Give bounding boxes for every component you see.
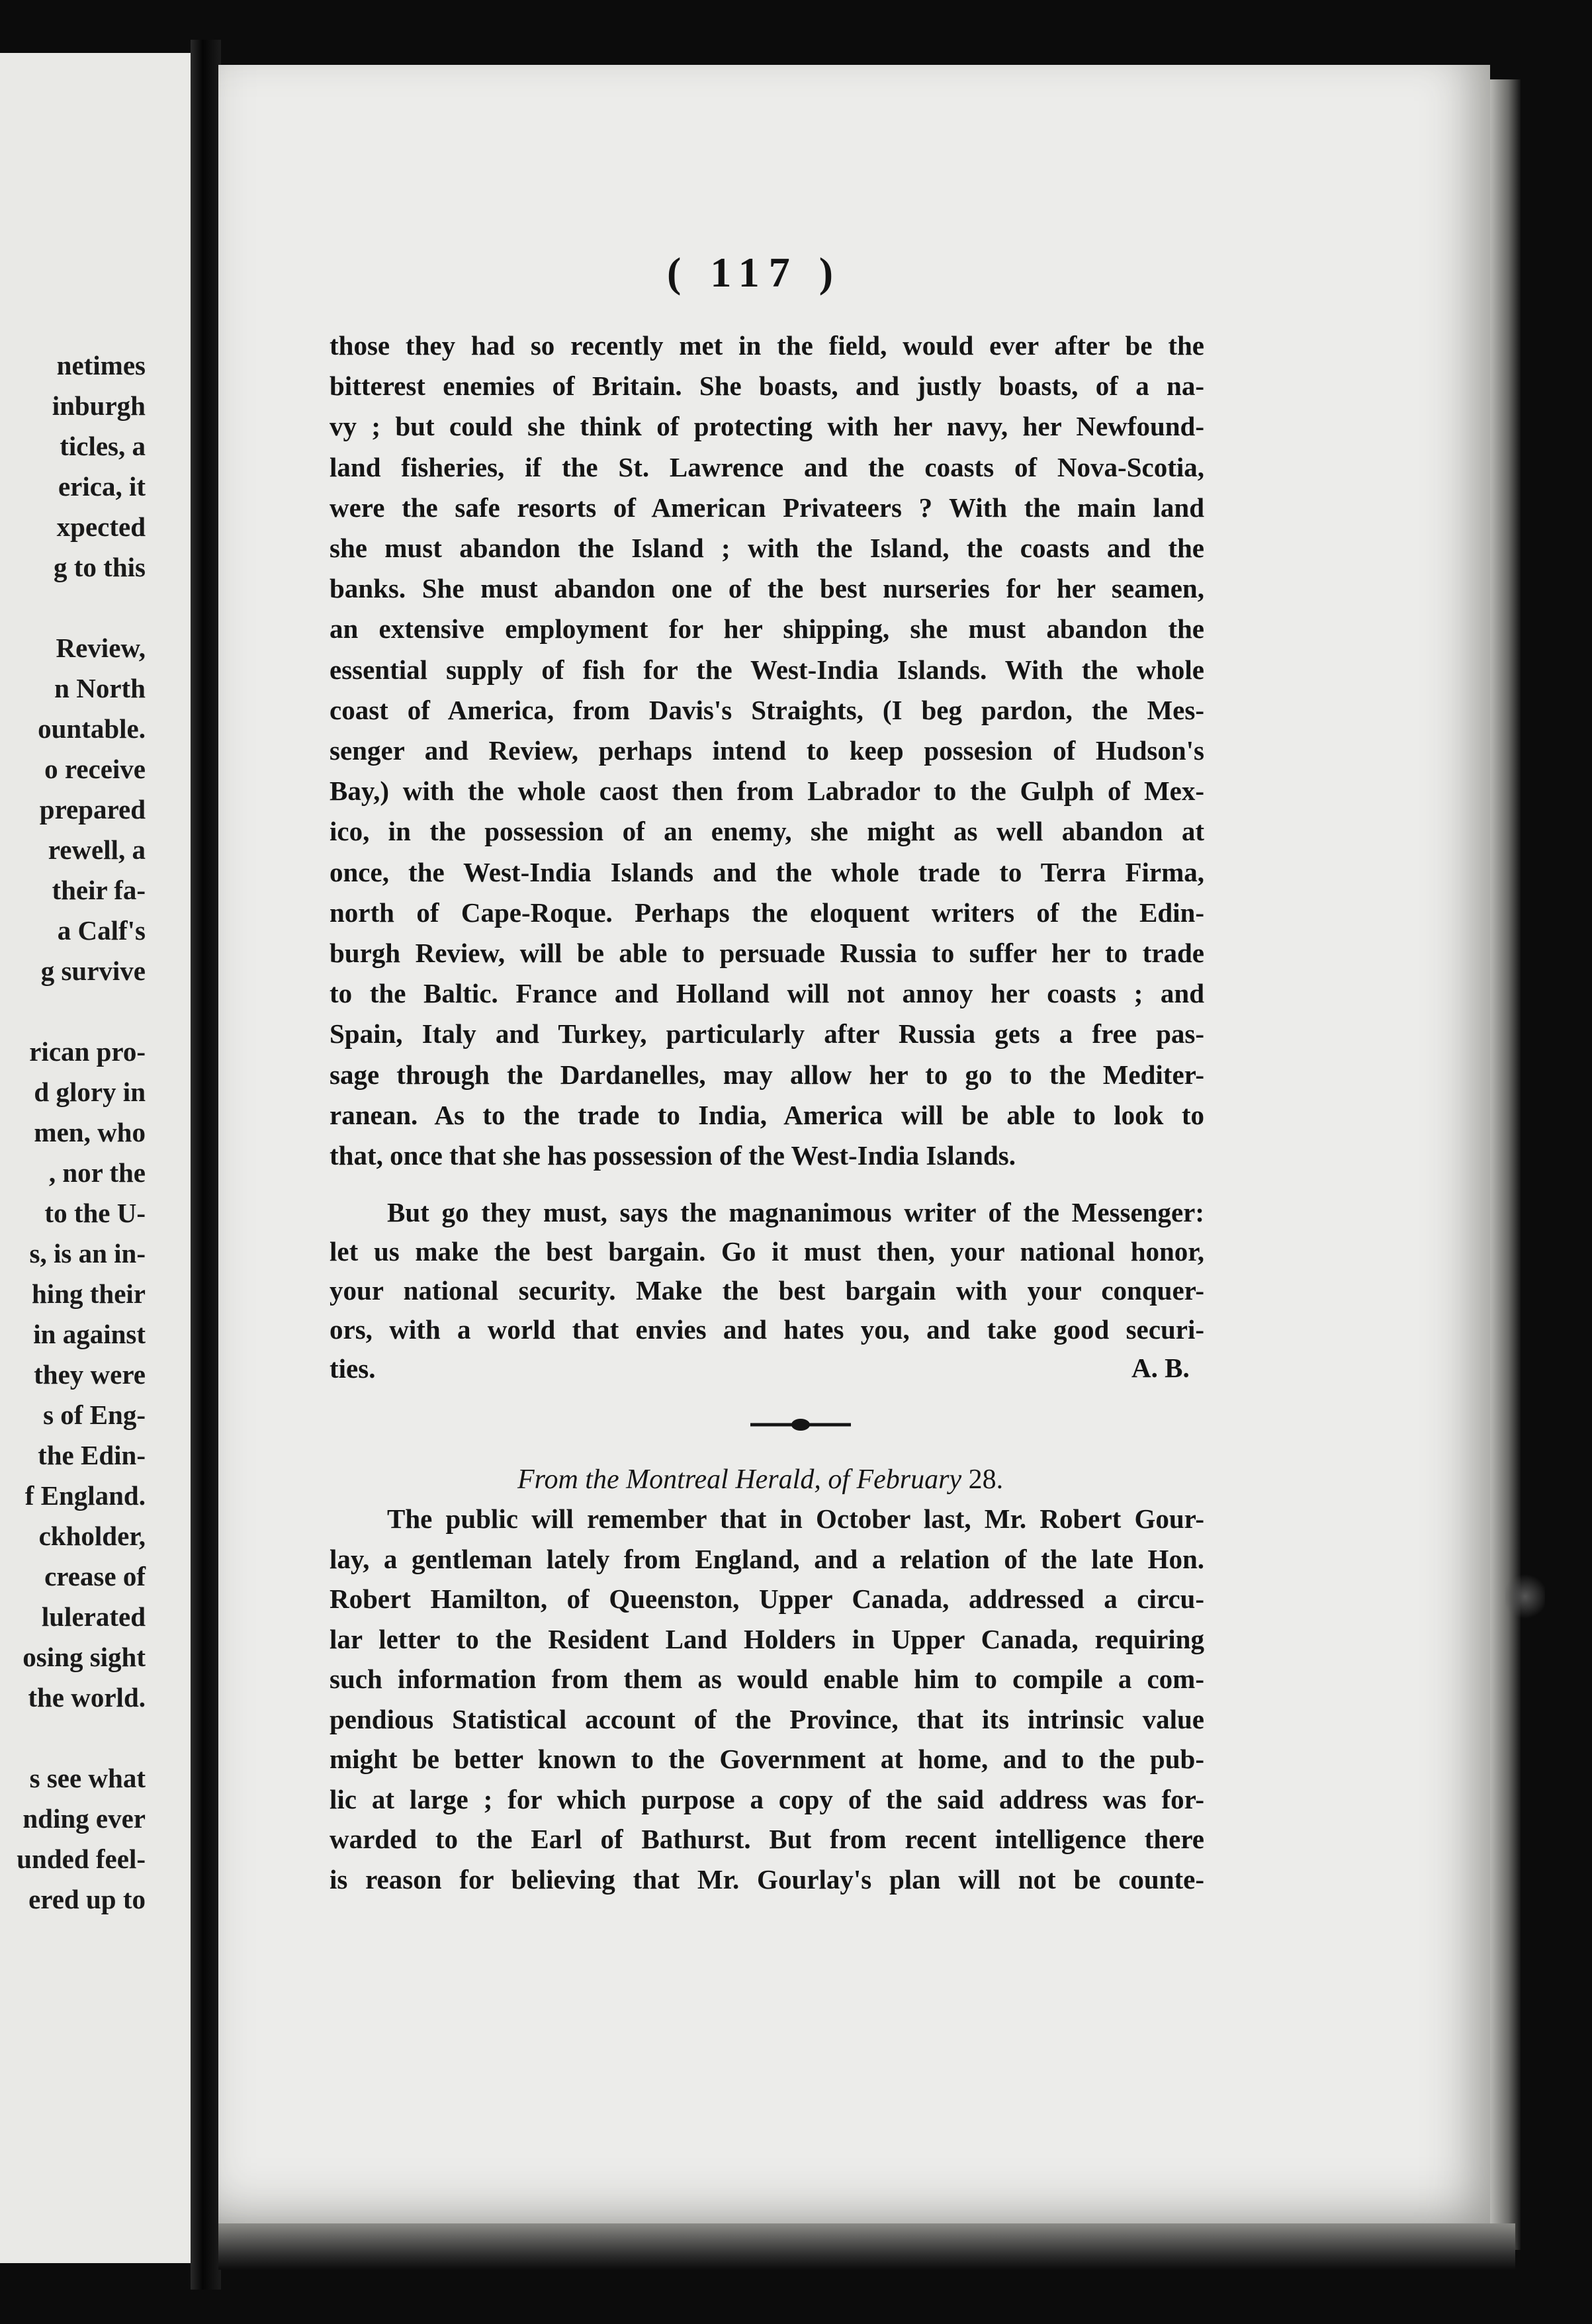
left-page-line: Review, bbox=[56, 633, 146, 663]
para1-line: vy ; but could she think of protecting with her navy, her Newfound- bbox=[330, 411, 1204, 442]
left-page-line: netimes bbox=[56, 350, 146, 380]
left-page-line: s see what bbox=[29, 1763, 146, 1793]
left-page-line: their fa- bbox=[52, 875, 146, 905]
left-page-line: men, who bbox=[34, 1117, 146, 1147]
para1-line: coast of America, from Davis's Straights, (I beg pardon, the Mes- bbox=[330, 694, 1204, 725]
left-page-line: rican pro- bbox=[29, 1036, 146, 1067]
para1-line: to the Baltic. France and Holland will not annoy her coasts ; and bbox=[330, 978, 1204, 1009]
para1-line: ico, in the possession of an enemy, she might as well abandon at bbox=[330, 816, 1204, 847]
left-page-line: hing their bbox=[32, 1278, 146, 1309]
left-page-line: crease of bbox=[44, 1561, 146, 1591]
left-page-line: inburgh bbox=[52, 390, 146, 421]
para1-line: burgh Review, will be able to persuade Russia to suffer her to trade bbox=[330, 938, 1204, 968]
left-page-line: the Edin- bbox=[38, 1440, 146, 1470]
para3-line: lay, a gentleman lately from England, and a relation of the late Hon. bbox=[330, 1543, 1204, 1574]
para1-line: an extensive employment for her shipping, she must abandon the bbox=[330, 613, 1204, 645]
left-page-line: xpected bbox=[56, 512, 146, 542]
left-page-line: nding ever bbox=[22, 1803, 146, 1834]
left-page-line: in against bbox=[33, 1319, 146, 1349]
para1-line: she must abandon the Island ; with the Island, the coasts and the bbox=[330, 533, 1204, 563]
left-page-line: erica, it bbox=[58, 471, 146, 502]
para2-line: ties. bbox=[330, 1353, 376, 1384]
left-page-line: a Calf's bbox=[57, 915, 146, 946]
left-page-line: the world. bbox=[28, 1682, 146, 1713]
section-divider-ornament bbox=[748, 1417, 854, 1433]
left-page-line: n North bbox=[54, 673, 146, 703]
left-page-line: ticles, a bbox=[60, 431, 146, 461]
left-page-line: rewell, a bbox=[48, 834, 146, 865]
bottom-page-edge bbox=[218, 2223, 1515, 2270]
left-page-line: lulerated bbox=[41, 1601, 146, 1632]
left-page-line: unded feel- bbox=[17, 1844, 146, 1874]
para1-line: senger and Review, perhaps intend to keep possesion of Hudson's bbox=[330, 735, 1204, 766]
para3-line: might be better known to the Government at home, and to the pub- bbox=[330, 1744, 1204, 1774]
article-heading-date: 28. bbox=[968, 1464, 1004, 1495]
page-number: ( 117 ) bbox=[667, 249, 843, 296]
para1-line: those they had so recently met in the field, would ever after be the bbox=[330, 330, 1204, 361]
left-page-line: ered up to bbox=[28, 1884, 146, 1914]
left-page-line: s of Eng- bbox=[43, 1400, 146, 1430]
left-page-line: ckholder, bbox=[38, 1521, 146, 1551]
para1-line: bitterest enemies of Britain. She boasts, and justly boasts, of a na- bbox=[330, 371, 1204, 402]
left-page-line: g to this bbox=[54, 552, 146, 582]
left-page-line: f England. bbox=[24, 1480, 146, 1511]
para1-line: Spain, Italy and Turkey, particularly after Russia gets a free pas- bbox=[330, 1018, 1204, 1050]
article-heading-source: From the Montreal Herald, of February bbox=[517, 1464, 969, 1495]
para2-line: your national security. Make the best bargain with your conquer- bbox=[330, 1275, 1204, 1306]
left-page-line: s, is an in- bbox=[29, 1238, 146, 1269]
para2-line: But go they must, says the magnanimous writer of the Messenger: bbox=[387, 1197, 1204, 1228]
para3-line: warded to the Earl of Bathurst. But from recent intelligence there bbox=[330, 1824, 1204, 1854]
para1-line: banks. She must abandon one of the best nurseries for her seamen, bbox=[330, 573, 1204, 604]
left-page-line: o receive bbox=[44, 754, 146, 784]
para2-line: ors, with a world that envies and hates you, and take good securi- bbox=[330, 1314, 1204, 1345]
para2-line: let us make the best bargain. Go it must then, your national honor, bbox=[330, 1236, 1204, 1267]
para1-line: north of Cape-Roque. Perhaps the eloquent writers of the Edin- bbox=[330, 897, 1204, 928]
para3-line: is reason for believing that Mr. Gourlay's plan will not be counte- bbox=[330, 1863, 1204, 1895]
left-page-line: , nor the bbox=[48, 1157, 146, 1188]
left-page-line: prepared bbox=[39, 794, 146, 825]
left-page-line: to the U- bbox=[44, 1198, 146, 1228]
article-heading bbox=[517, 1464, 1003, 1496]
page-edge-shadow bbox=[1490, 79, 1521, 2250]
para3-line: Robert Hamilton, of Queenston, Upper Canada, addressed a circu- bbox=[330, 1584, 1204, 1614]
left-page-line: g survive bbox=[40, 956, 146, 986]
para3-line: lar letter to the Resident Land Holders in Upper Canada, requiring bbox=[330, 1623, 1204, 1654]
para1-line: once, the West-India Islands and the whole trade to Terra Firma, bbox=[330, 856, 1204, 887]
left-page-line: d glory in bbox=[34, 1077, 146, 1107]
para3-line: such information from them as would enable him to compile a com- bbox=[330, 1664, 1204, 1694]
para1-line: essential supply of fish for the West-India Islands. With the whole bbox=[330, 654, 1204, 685]
left-page-fragment bbox=[0, 53, 192, 2263]
left-page-line: ountable. bbox=[38, 713, 146, 744]
para1-line: ranean. As to the trade to India, America will be able to look to bbox=[330, 1099, 1204, 1130]
para1-line: sage through the Dardanelles, may allow her to go to the Mediter- bbox=[330, 1059, 1204, 1090]
para3-line: The public will remember that in October last, Mr. Robert Gour- bbox=[387, 1503, 1204, 1534]
ink-smudge bbox=[1505, 1572, 1545, 1621]
para1-line: Bay,) with the whole caost then from Labrador to the Gulph of Mex- bbox=[330, 776, 1204, 807]
left-page-line: they were bbox=[34, 1359, 146, 1390]
para1-line: land fisheries, if the St. Lawrence and the coasts of Nova-Scotia, bbox=[330, 451, 1204, 482]
para3-line: lic at large ; for which purpose a copy of the said address was for- bbox=[330, 1783, 1204, 1814]
signature: A. B. bbox=[1131, 1353, 1190, 1383]
para3-line: pendious Statistical account of the Province, that its intrinsic value bbox=[330, 1703, 1204, 1734]
para1-line: were the safe resorts of American Privateers ? With the main land bbox=[330, 492, 1204, 523]
left-page-line: osing sight bbox=[22, 1642, 146, 1672]
book-gutter bbox=[191, 40, 221, 2290]
para1-line: that, once that she has possession of the West-India Islands. bbox=[330, 1140, 1016, 1171]
